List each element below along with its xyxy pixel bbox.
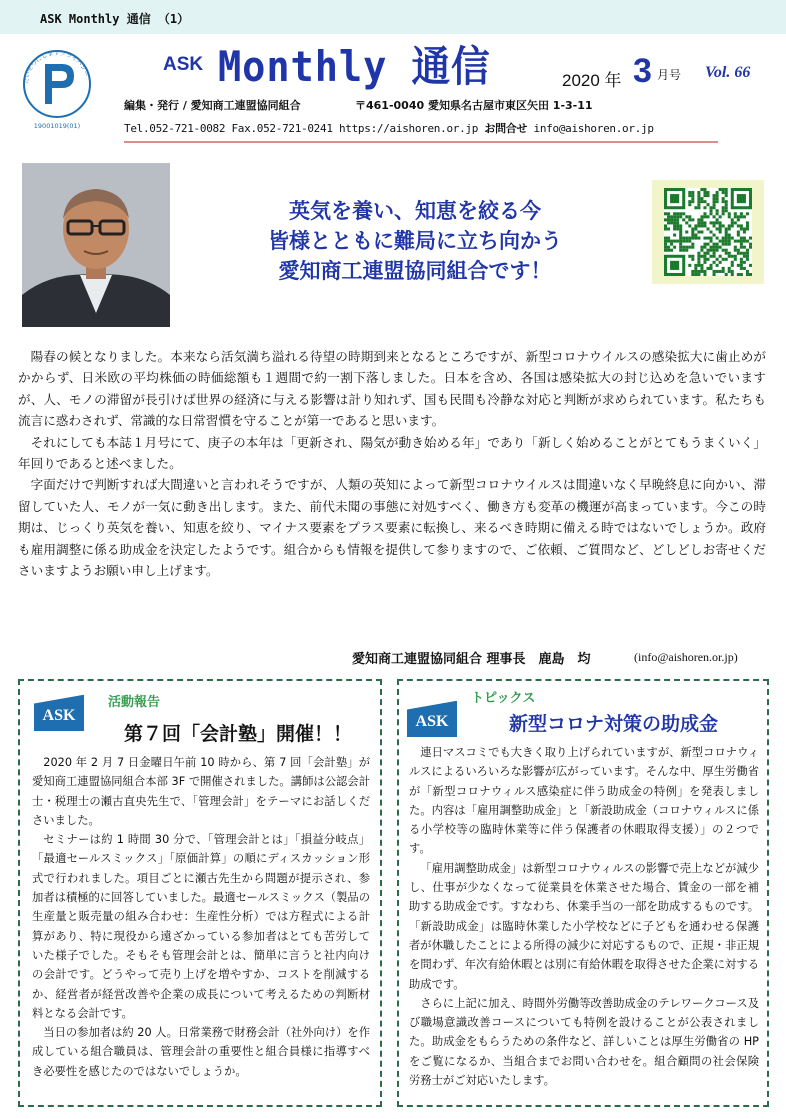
issue-month: 3 [633,52,652,90]
topics-paragraph: さらに上記に加え、時間外労働等改善助成金のテレワークコース及び職場意識改善コースについても特例を設けることが公表されました。助成金をもらうための条件など、詳しいことは厚生労働省の HP をご覧になるか、当組合までお問い合わせを。組合顧問の社会保険労務士がご対応いたします。 [409,996,759,1088]
contact-numbers: Tel.052-721-0082 Fax.052-721-0241 https://aishoren.or.jp [124,122,485,135]
top-band [0,0,786,34]
activity-report-kicker: 活動報告 [108,695,161,710]
privacy-mark-number: 19001019(01) [33,122,81,130]
signature: 愛知商工連盟協同組合 理事長 鹿島 均 [352,652,591,667]
page-title: Monthly 通信 [218,42,491,91]
issue-volume: Vol. 66 [705,64,751,81]
headline-line-1: 英気を養い、知恵を絞る今 [289,199,541,223]
qr-code-icon [664,186,752,278]
intro-paragraph: それにしても本誌１月号にて、庚子の本年は「更新され、陽気が動き始める年」であり「新しく始めることがとてもうまくいく」年回りであると述べました。 [18,434,766,472]
band-text: ASK Monthly 通信 （1） [40,12,190,26]
topics-body [409,743,759,1090]
signature-email[interactable]: (info@aishoren.or.jp) [634,650,738,664]
activity-report-title: 第７回「会計塾」開催！！ [124,723,353,745]
intro-paragraph: 字面だけで判断すれば大間違いと言われそうですが、人類の英知によって新型コロナウイルスは間違いなく早晩終息に向かい、滞留していた人、モノが一気に動き出します。また、前代未聞の事態に対処すべく、働き方も変革の機運が高まっています。今この時期は、じっくり英気を養い、知恵を絞り、マイナス要素をプラス要素に転換し、来るべき時期に備える時ではないでしょうか。政府も雇用調整に係る助成金を決定したようです。組合からも情報を提供して参りますので、ご依頼、ご質問など、どしどしお寄せくださいますようお願い申し上げます。 [18,477,766,579]
qr-code[interactable] [652,180,764,284]
ask-logo: ASK [34,695,84,731]
title-ask: ASK [163,54,204,75]
topics-paragraph: 「雇用調整助成金」は新型コロナウィルスの影響で売上などが減少し、仕事が少なくなって従業員を休業させた場合、賃金の一部を補助する助成金です。すなわち、休業手当の一部を助成するものです。「新設助成金」は臨時休業した小学校などに子どもを通わせる保護者が休職したことによる所得の減少に対応するもので、正規・非正規を問わず、年次有給休暇とは別に有給休暇を取得させた企業に対する助成です。 [409,861,759,991]
activity-report-paragraph: 2020 年 2 月 7 日金曜日午前 10 時から、第 7 回「会計塾」が愛知商工連盟協同組合本部 3F で開催されました。講師は公認会計士・税理士の瀬古直央先生で、「管理会計」をテーマにお話しくださいました。 [32,756,370,827]
contact-email: info@aishoren.or.jp [527,122,654,135]
topics-paragraph: 連日マスコミでも大きく取り上げられていますが、新型コロナウィルスによるいろいろな影響が広がっています。そんな中、厚生労働省が「新型コロナウィルス感染症に伴う助成金の特例」を発表しました。内容は「雇用調整助成金」と「新設助成金（コロナウィルスに係る小学校等の臨時休業等に伴う保護者の休暇取得支援）」の２つです。 [409,746,759,856]
issue-month-suffix: 月号 [657,68,682,82]
topics-title: 新型コロナ対策の助成金 [509,713,719,735]
address: 〒461-0040 愛知県名古屋市東区矢田 1-3-11 [355,99,593,112]
activity-report-body [32,753,370,1081]
activity-report-box [18,679,382,1107]
header-rule [124,141,718,143]
ask-logo: ASK [407,701,457,737]
contact-label: お問合せ [484,122,528,135]
contact-line [124,120,654,136]
activity-report-paragraph: 当日の参加者は約 20 人。日常業務で財務会計（社外向け）を作成している組合職員は、管理会計の重要性と組合員様に指導すべき必要性を感じたのではないでしょうか。 [32,1026,370,1078]
issue-year: 2020 年 [562,71,622,90]
topics-box [397,679,769,1107]
topics-kicker: トピックス [471,691,536,706]
headline-line-2: 皆様とともに難局に立ち向かう [268,229,562,253]
activity-report-paragraph: セミナーは約 1 時間 30 分で、「管理会計とは」「損益分岐点」「最適セールスミックス」「原価計算」の順にディスカッション形式で行われました。項目ごとに瀬古先生から問題が提示され、参加者は積極的に回答していました。最適セールスミックス（製品の生産量と販売量の組み合わせ：生産性分析）では方程式による計算があり、特に現役から遠ざかっている参加者はとても苦労していた様子でした。そもそも管理会計とは、簡単に言うと社内向けの会計です。どうやって売り上げを増やすか、コストを削減するか、経営者が経営改善や企業の成長について考えるための判断材料となる会計です。 [32,833,370,1020]
headline-line-3: 愛知商工連盟協同組合です！ [278,259,552,283]
headline [200,196,630,286]
intro-paragraph: 陽春の候となりました。本来なら活気満ち溢れる待望の時期到来となるところですが、新型コロナウイルスの感染拡大に歯止めがかからず、日米欧の平均株価の時価総額も１週間で約一割下落しました。日本を含め、各国は感染拡大の封じ込めを急いでいますが、人、モノの滞留が長引けば世界の経済に与える影響は計り知れず、国も民間も冷静な対応と判断が求められています。私たちも流言に惑わされず、常識的な日常習慣を守ることが第一であると思います。 [18,349,766,429]
privacy-mark-text: たいせつにしますプライバシー [22,49,91,85]
chairman-photo [22,163,170,327]
privacy-mark-logo [14,44,100,130]
publisher: 編集・発行 / 愛知商工連盟協同組合 [124,99,301,112]
intro-article [18,346,766,581]
